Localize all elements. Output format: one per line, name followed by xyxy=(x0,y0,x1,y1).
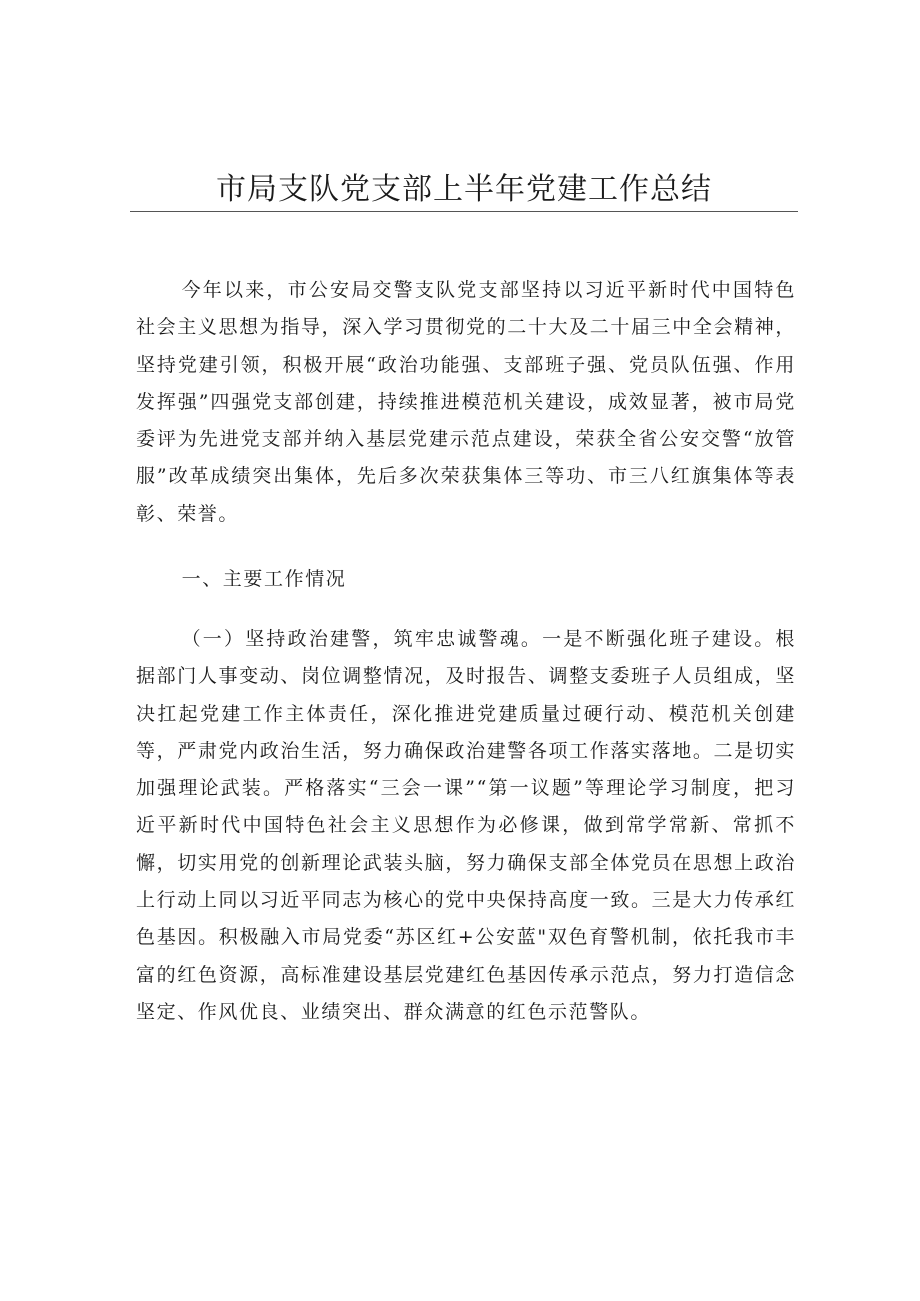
section-paragraph: （一）坚持政治建警，筑牢忠诚警魂。一是不断强化班子建设。根据部门人事变动、岗位调整情况，及时报告、调整支委班子人员组成，坚决扛起党建工作主体责任，深化推进党建质量过硬行动、模范机关创建等，严肃党内政治生活，努力确保政治建警各项工作落实落地。二是切实加强理论武装。严格落实“三会一课”“第一议题”等理论学习制度，把习近平新时代中国特色社会主义思想作为必修课，做到常学常新、常抓不懈，切实用党的创新理论武装头脑，努力确保支部全体党员在思想上政治上行动上同以习近平同志为核心的党中央保持高度一致。三是大力传承红色基因。积极融入市局党委“苏区红+公安蓝"双色育警机制，依托我市丰富的红色资源，高标准建设基层党建红色基因传承示范点，努力打造信念坚定、作风优良、业绩突出、群众满意的红色示范警队。 xyxy=(136,628,796,1023)
section-heading: 一、主要工作情况 xyxy=(181,568,347,590)
intro-paragraph: 今年以来，市公安局交警支队党支部坚持以习近平新时代中国特色社会主义思想为指导，深入学习贯彻党的二十大及二十届三中全会精神，坚持党建引领，积极开展“政治功能强、支部班子强、党员队伍强、作用发挥强”四强党支部创建，持续推进模范机关建设，成效显著，被市局党委评为先进党支部并纳入基层党建示范点建设，荣获全省公安交警“放管服”改革成绩突出集体，先后多次荣获集体三等功、市三八红旗集体等表彰、荣誉。 xyxy=(136,279,796,525)
document-title: 市局支队党支部上半年党建工作总结 xyxy=(216,172,712,207)
title-underline xyxy=(130,211,798,212)
